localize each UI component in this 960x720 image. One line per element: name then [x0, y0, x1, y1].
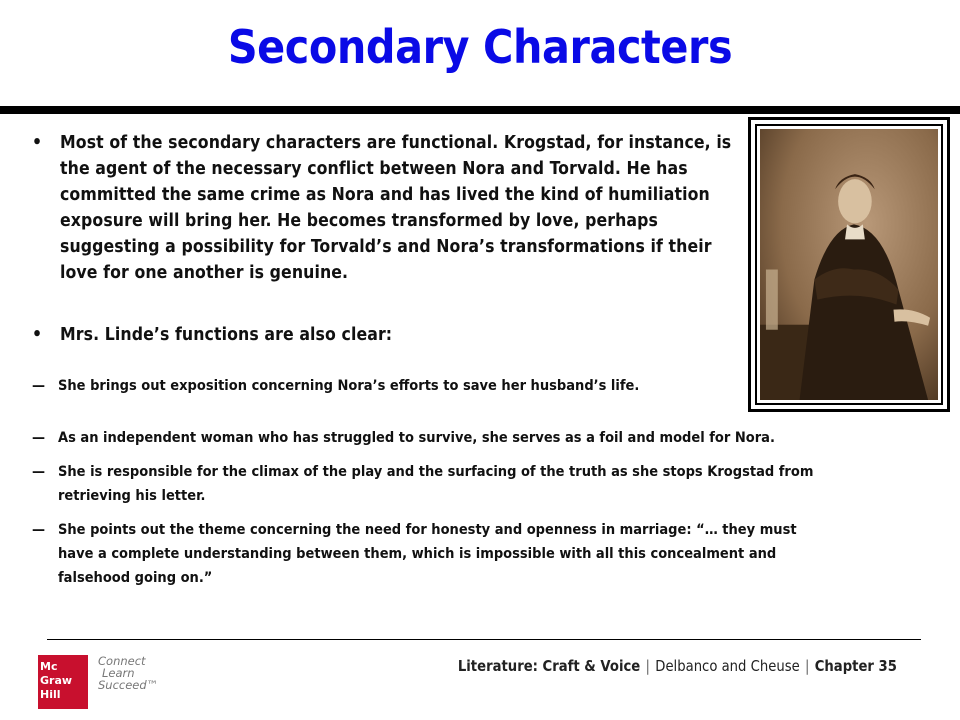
slide-title: Secondary Characters	[227, 20, 733, 74]
sub-point-item	[32, 518, 822, 590]
lamp-shape	[766, 270, 778, 330]
bullet-text: Mrs. Linde’s functions are also clear:	[60, 325, 393, 345]
sub-point-item	[32, 374, 822, 398]
book-authors: Delbanco and Cheuse	[655, 657, 800, 675]
footer-separator: |	[805, 657, 810, 675]
portrait-photo-frame	[748, 117, 950, 412]
bullet-mark: •	[32, 325, 43, 345]
sub-point-list	[32, 374, 822, 408]
logo-tagline: Connect Learn Succeed™	[98, 654, 159, 692]
footer-separator: |	[645, 657, 651, 675]
footer-divider	[47, 639, 921, 640]
publisher-logo	[38, 653, 178, 713]
chapter-label: Chapter 35	[814, 657, 897, 675]
portrait-illustration	[760, 129, 938, 400]
sub-point-item	[32, 426, 822, 450]
sub-point-text: She is responsible for the climax of the play and the surfacing of the truth as she stops Krogstad from retrieving his letter.	[58, 464, 814, 504]
sub-point-text: She points out the theme concerning the need for honesty and openness in marriage: “… they must have a complete understanding between them, which is impossible with all this concealment and falsehood going on.”	[58, 522, 797, 586]
dash-mark: —	[32, 378, 46, 394]
dash-mark: —	[32, 430, 46, 446]
sub-point-text: She brings out exposition concerning Nora’s efforts to save her husband’s life.	[58, 378, 640, 394]
bullet-mark: •	[32, 133, 43, 153]
sub-point-item	[32, 460, 822, 508]
portrait-photo	[760, 129, 938, 400]
bullet-item	[30, 322, 740, 348]
book-title: Literature: Craft & Voice	[457, 657, 641, 675]
bullet-list	[30, 130, 740, 348]
sub-point-text: As an independent woman who has struggled to survive, she serves as a foil and model for Nora.	[58, 430, 775, 446]
dash-mark: —	[32, 522, 46, 538]
sub-point-list	[32, 426, 822, 600]
logo-box: Mc Graw Hill	[38, 655, 88, 709]
bullet-text: Most of the secondary characters are functional. Krogstad, for instance, is the agent of the necessary conflict between Nora and Torvald. He has committed the same crime as Nora and has lived the kind of humiliation exposure will bring her. He becomes transformed by love, perhaps suggesting a possibility for Torvald’s and Nora’s transformations if their love for one another is genuine.	[60, 133, 732, 283]
title-divider	[0, 106, 960, 114]
face-shape	[838, 179, 872, 223]
dash-mark: —	[32, 464, 46, 480]
bullet-item	[30, 130, 740, 286]
footer-citation	[458, 657, 897, 675]
